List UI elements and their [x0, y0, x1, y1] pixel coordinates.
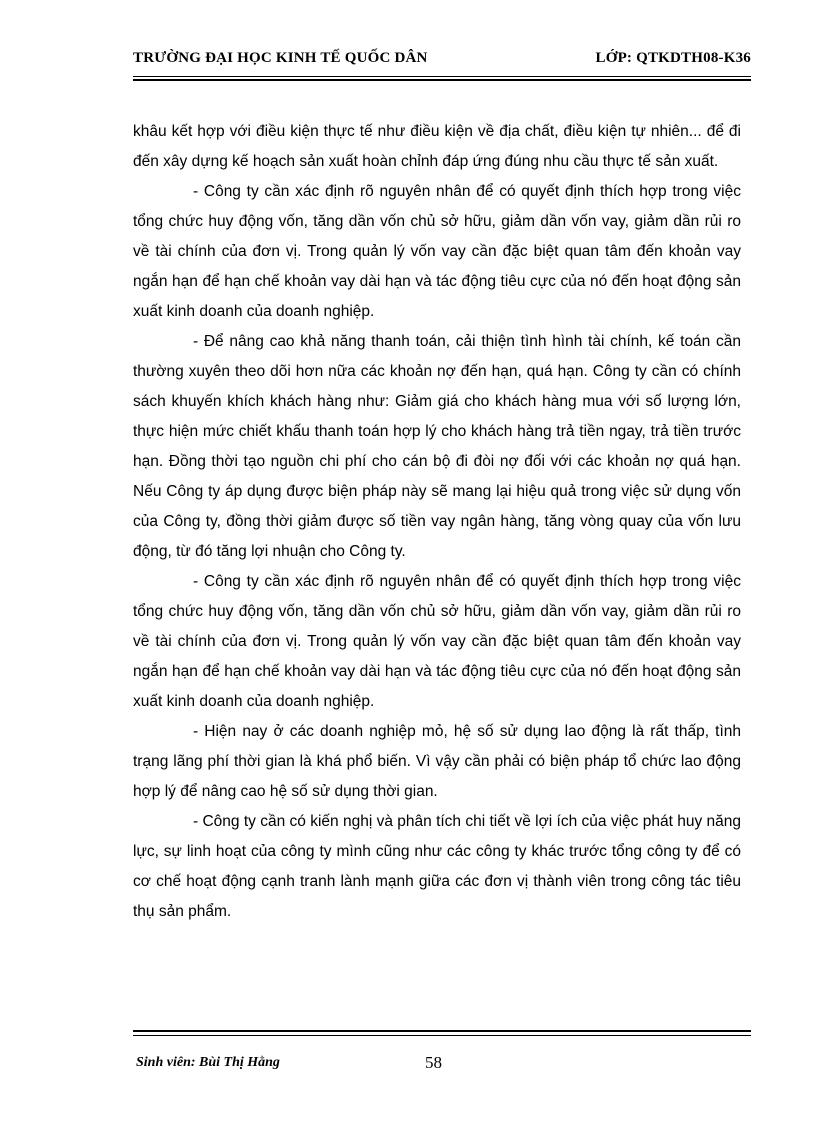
paragraph-competition: - Công ty cần có kiến nghị và phân tích chi tiết về lợi ích của việc phát huy năng lực, sự linh hoạt của công ty mình cũng như các công ty khác trước tổng công ty để có cơ chế hoạt động cạnh tranh lành mạnh giữa các đơn vị thành viên trong công tác tiêu thụ sản phẩm.	[133, 813, 741, 920]
paragraph-capital-mobilization-repeat: - Công ty cần xác định rõ nguyên nhân để có quyết định thích hợp trong việc tổng chức huy động vốn, tăng dần vốn chủ sở hữu, giảm dần vốn vay, giảm dần rủi ro về tài chính của đơn vị. Trong quản lý vốn vay cần đặc biệt quan tâm đến khoản vay ngắn hạn để hạn chế khoản vay dài hạn và tác động tiêu cực của nó đến hoạt động sản xuất kinh doanh của doanh nghiệp.	[133, 573, 741, 710]
footer-student-name: Sinh viên: Bùi Thị Hằng	[136, 1055, 280, 1070]
page-header	[133, 50, 751, 72]
footer-rule-thin	[133, 1035, 751, 1036]
paragraph-labor-usage: - Hiện nay ở các doanh nghiệp mỏ, hệ số sử dụng lao động là rất thấp, tình trạng lãng phí thời gian là khá phổ biến. Vì vậy cần phải có biện pháp tổ chức lao động hợp lý để nâng cao hệ số sử dụng thời gian.	[133, 723, 741, 800]
header-class-code: LỚP: QTKDTH08-K36	[595, 50, 751, 66]
paragraph-solvency: - Để nâng cao khả năng thanh toán, cải thiện tình hình tài chính, kế toán cần thường xuyên theo dõi hơn nữa các khoản nợ đến hạn, quá hạn. Công ty cần có chính sách khuyến khích khách hàng như: Giảm giá cho khách hàng mua với số lượng lớn, thực hiện mức chiết khấu thanh toán hợp lý cho khách hàng trả tiền ngay, trả tiền trước hạn. Đồng thời tạo nguồn chi phí cho cán bộ đi đòi nợ đối với các khoản nợ quá hạn. Nếu Công ty áp dụng được biện pháp này sẽ mang lại hiệu quả trong việc sử dụng vốn của Công ty, đồng thời giảm được số tiền vay ngân hàng, tăng vòng quay của vốn lưu động, từ đó tăng lợi nhuận cho Công ty.	[133, 333, 741, 560]
header-school-name: TRƯỜNG ĐẠI HỌC KINH TẾ QUỐC DÂN	[133, 50, 428, 66]
paragraph-capital-mobilization: - Công ty cần xác định rõ nguyên nhân để có quyết định thích hợp trong việc tổng chức huy động vốn, tăng dần vốn chủ sở hữu, giảm dần vốn vay, giảm dần rủi ro về tài chính của đơn vị. Trong quản lý vốn vay cần đặc biệt quan tâm đến khoản vay ngắn hạn để hạn chế khoản vay dài hạn và tác động tiêu cực của nó đến hoạt động sản xuất kinh doanh của doanh nghiệp.	[133, 183, 741, 320]
header-rule-thick	[133, 79, 751, 81]
document-body	[133, 117, 741, 927]
paragraph-continuation: khâu kết hợp với điều kiện thực tế như điều kiện về địa chất, điều kiện tự nhiên... để đi đến xây dựng kế hoạch sản xuất hoàn chỉnh đáp ứng đúng nhu cầu thực tế sản xuất.	[133, 123, 741, 170]
header-rule-thin	[133, 76, 751, 77]
footer-rule-thick	[133, 1030, 751, 1032]
page-number: 58	[425, 1053, 442, 1072]
